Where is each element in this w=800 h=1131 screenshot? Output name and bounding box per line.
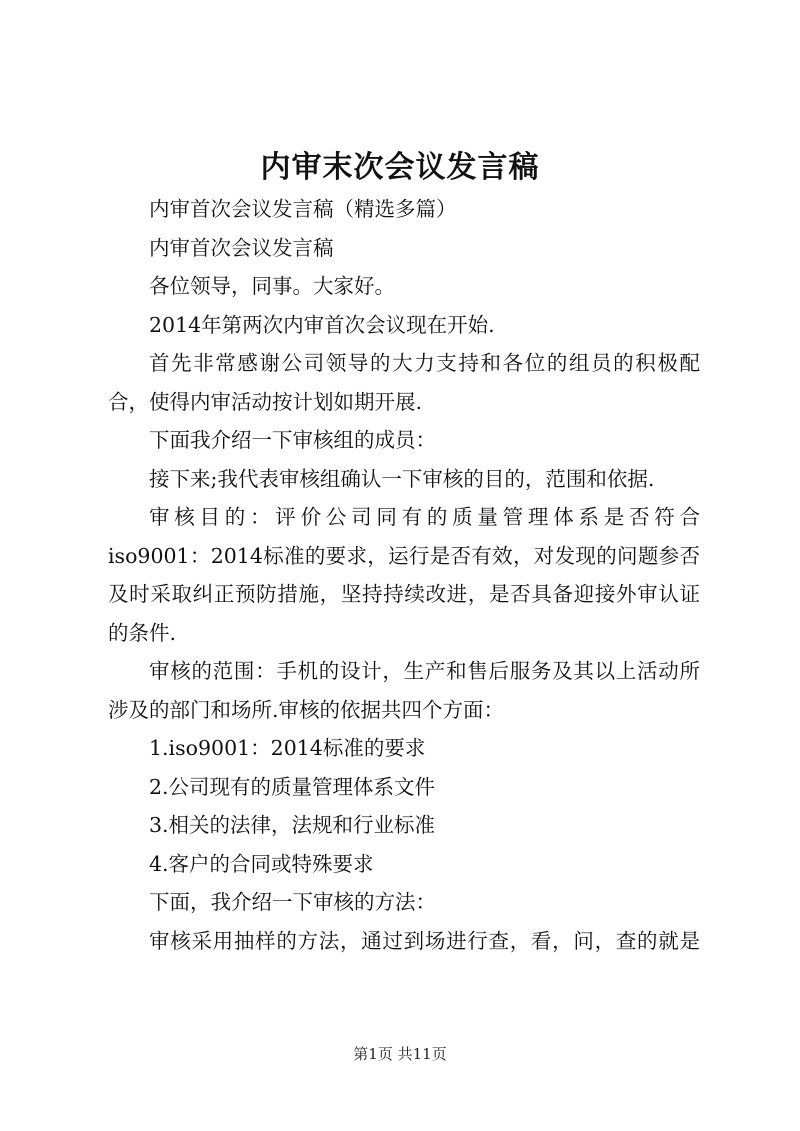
list-item-basis-3: 3.相关的法律，法规和行业标准 [149,813,436,837]
page-number-footer: 第1页 共11页 [353,1045,447,1063]
paragraph-method-intro: 下面，我介绍一下审核的方法： [149,890,436,914]
paragraph-greeting: 各位领导，同事。大家好。 [149,274,395,298]
list-item-basis-1: 1.iso9001：2014标准的要求 [149,736,426,760]
document-body [108,190,700,960]
paragraph-scope: 审核的范围：手机的设计，生产和售后服务及其以上活动所涉及的部门和场所.审核的依据共四个方面： [108,659,700,722]
paragraph-opening: 2014年第两次内审首次会议现在开始. [149,312,495,337]
paragraph-thanks: 首先非常感谢公司领导的大力支持和各位的组员的积极配合，使得内审活动按计划如期开展. [108,351,700,414]
paragraph-confirm: 接下来;我代表审核组确认一下审核的目的，范围和依据. [149,466,655,491]
paragraph-purpose: 审核目的：评价公司同有的质量管理体系是否符合iso9001：2014标准的要求，运行是否有效，对发现的问题参否及时采取纠正预防措施，坚持持续改进，是否具备迎接外审认证的条件. [108,505,700,645]
paragraph-heading: 内审首次会议发言稿 [149,235,334,260]
list-item-basis-2: 2.公司现有的质量管理体系文件 [149,774,436,799]
paragraph-subtitle: 内审首次会议发言稿（精选多篇） [149,197,457,221]
paragraph-members: 下面我介绍一下审核组的成员： [149,428,436,452]
document-title: 内审末次会议发言稿 [260,150,540,185]
list-item-basis-4: 4.客户的合同或特殊要求 [149,851,374,876]
paragraph-method: 审核采用抽样的方法，通过到场进行查，看，问，查的就是 [149,928,700,953]
